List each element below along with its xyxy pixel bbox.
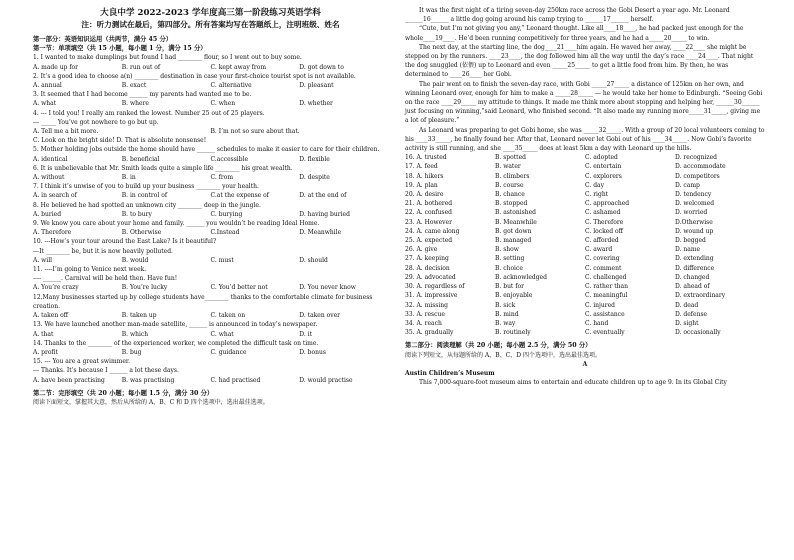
option-a: 17. A. feed: [405, 163, 438, 171]
option-a: A. in search of: [33, 192, 77, 200]
option-c: C. when: [210, 100, 236, 108]
option-a: A. identical: [33, 155, 68, 163]
option-c: C. covering: [585, 255, 620, 263]
option-d: D. sight: [675, 319, 699, 327]
option-b: B. way: [495, 319, 516, 327]
cloze-option-row: [405, 245, 765, 254]
option-c: C. meaningful: [585, 292, 628, 300]
question-8: [33, 201, 388, 219]
option-a: 25. A. expected: [405, 237, 453, 245]
option-a: 35. A. gradually: [405, 329, 454, 337]
option-c: C. adopted: [585, 154, 618, 162]
question-stem-2: ---- ______. Carnival will be held then. Have fun!: [33, 275, 178, 283]
question-options: [33, 173, 388, 182]
question-stem: 1. I wanted to make dumplings but found I had ________ flour, so I went out to buy some.: [33, 54, 302, 62]
option-d: D. Meanwhile: [299, 229, 342, 237]
question-stem: 5. Mother holding jobs outside the home should have ______ schedules to make it easier to care for their children.: [33, 146, 380, 154]
option-c: C. You’d better not: [210, 284, 268, 292]
right-column: [405, 6, 765, 387]
cloze-paragraph-5: As Leonard was preparing to get Gobi home, she was _____32_____. With a group of 20 local volunteers coming to his ____33_____, he finally found her. After that, Leonard never let Gobi out of his ____34_____. Now Gobi’s favorite activity is still running, and she ____35_____ does at least 5km a day with Leonard up the hills.: [405, 126, 765, 153]
option-b: B. show: [495, 246, 519, 254]
question-13: [33, 320, 388, 338]
question-stem: 6. It is unbelievable that Mr. Smith leads quite a simple life ________ his great wealth.: [33, 164, 293, 172]
question-11: [33, 265, 388, 293]
option-a: A. profit: [33, 348, 58, 356]
option-d: D. ahead of: [675, 283, 710, 291]
option-a: 21. A. bothered: [405, 200, 453, 208]
cloze-option-row: [405, 273, 765, 282]
option-a: 23. A. However: [405, 218, 452, 226]
option-b: B. managed: [495, 237, 532, 245]
option-c: C. eventually: [585, 329, 625, 337]
option-d: D. at the end of: [299, 192, 347, 200]
option-b: B. taken up: [121, 312, 157, 320]
cloze-option-row: [405, 236, 765, 245]
option-a: 19. A. plan: [405, 181, 438, 189]
question-options: [33, 81, 388, 90]
option-b: B. spotted: [495, 154, 526, 162]
option-d: D. defense: [675, 310, 708, 318]
passage-title: Austin Children’s Museum: [405, 369, 495, 377]
question-stem: 7. I think it’s unwise of you to build up your business ________ your health.: [33, 183, 259, 191]
option-a: A. have been practising: [33, 376, 105, 384]
option-d: D. begged: [675, 237, 706, 245]
option-b: B. You’re lucky: [121, 284, 168, 292]
option-c: C. explorers: [585, 172, 622, 180]
option-a: 29. A. advocated: [405, 273, 456, 281]
option-b: B. climbers: [495, 172, 530, 180]
option-a: 34. A. reach: [405, 319, 442, 327]
option-c: C. injured: [585, 301, 615, 309]
option-a: A. Therefore: [33, 229, 72, 237]
option-a: A. Tell me a bit more.: [33, 128, 99, 136]
question-options: [33, 228, 388, 237]
option-b: B. course: [495, 181, 524, 189]
exam-notice: 注：听力测试在最后，第四部分。所有答案均写在答题纸上，注明班级、姓名: [81, 20, 340, 29]
option-d: D. wound up: [675, 227, 714, 235]
option-b: B. would: [121, 256, 149, 264]
option-b: B. acknowledged: [495, 273, 547, 281]
option-d: D. occasionally: [675, 329, 721, 337]
option-b: B. exact: [121, 82, 147, 90]
option-c: C. rather than: [585, 283, 628, 291]
cloze-option-row: [405, 162, 765, 171]
question-stem: 15. --- You are a great swimmer.: [33, 358, 130, 366]
option-c: C. award: [585, 246, 613, 254]
question-options: [33, 63, 388, 72]
option-b: B. which: [121, 330, 149, 338]
question-options: [33, 330, 388, 339]
cloze-option-row: [405, 172, 765, 181]
option-a: A. made up for: [33, 63, 79, 71]
option-c: C. taken on: [210, 312, 246, 320]
passage-letter: A: [582, 360, 588, 368]
option-d: D. extraordinary: [675, 292, 726, 300]
question-14: [33, 339, 388, 357]
option-a: A. buried: [33, 210, 62, 218]
question-stem: 3. It seemed that I had become ______ my parents had wanted me to be.: [33, 91, 252, 99]
option-d: D. accommodate: [675, 163, 726, 171]
option-d: D. name: [675, 246, 701, 254]
option-d: D. tendency: [675, 191, 712, 199]
part2-instructions: 阅读下列短文，从每题所给的 A、B、C、D 四个选项中，选出最佳选项。: [405, 351, 601, 359]
cloze-option-row: [405, 181, 765, 190]
question-stem-2: ---It ________ be, but it is now heavily polluted.: [33, 247, 173, 255]
cloze-option-row: [405, 190, 765, 199]
option-a: 22. A. confused: [405, 209, 452, 217]
question-9: [33, 219, 388, 237]
question-stem: 13. We have launched another man-made satellite, ______ is announced in today’s newspaper.: [33, 321, 318, 329]
option-a: A. will: [33, 256, 53, 264]
question-1: [33, 53, 388, 71]
question-stem: 4. --- I told you! I really am ranked the lowest. Number 25 out of 25 players.: [33, 109, 265, 117]
option-d: D. extending: [675, 255, 714, 263]
option-c: C. kept away from: [210, 63, 267, 71]
option-a: A. annual: [33, 82, 62, 90]
option-d: D. welcomed: [675, 200, 715, 208]
option-b: B. in control of: [121, 192, 168, 200]
option-d: D. taken over: [299, 312, 341, 320]
cloze-option-row: [405, 328, 765, 337]
cloze-paragraph-2: “Cute, but I’m not giving you any,” Leonard thought. Like all____18____, he had packed just enough for the whole____19____. He’d been running competitively for three years, and he had a_____20_____ to win.: [405, 25, 744, 42]
question-options-2: C. Look on the bright side! D. That is absolute nonsense!: [33, 137, 207, 145]
option-c: C. guidance: [210, 348, 247, 356]
option-c: C. from: [210, 174, 234, 182]
question-stem: 8. He believed he had spotted an unknown city ________ deep in the jungle.: [33, 201, 261, 209]
option-d: D. changed: [675, 273, 710, 281]
option-a: 27. A. keeping: [405, 255, 449, 263]
option-d: D. competitors: [675, 172, 720, 180]
question-options: [33, 283, 388, 292]
question-options: [33, 376, 388, 385]
question-6: [33, 164, 388, 182]
option-c: C. must: [210, 256, 234, 264]
option-a: A. without: [33, 174, 65, 182]
question-12: [33, 293, 388, 321]
option-b: B. where: [121, 100, 149, 108]
question-options: [33, 256, 388, 265]
question-stem-2: --- _____ You’ve got nowhere to go but up.: [33, 118, 159, 126]
option-a: 18. A. hikers: [405, 172, 444, 180]
option-b: B. beneficial: [121, 155, 160, 163]
option-b: B. but for: [495, 283, 524, 291]
option-c: C. day: [585, 181, 604, 189]
question-options: [33, 311, 388, 320]
option-b: B. I’m not so sure about that.: [210, 128, 300, 136]
option-a: 16. A. trusted: [405, 154, 447, 162]
question-stem: 10. ---How’s your tour around the East Lake? Is it beautiful?: [33, 238, 217, 246]
option-a: 31. A. impressive: [405, 292, 458, 300]
section1-heading: 第一节：单项填空（共 15 小题，每小题 1 分，满分 15 分）: [33, 45, 207, 53]
option-d: D. difference: [675, 264, 715, 272]
option-d: D.Otherwise: [675, 218, 713, 226]
option-c: C. Therefore: [585, 218, 624, 226]
question-3: [33, 90, 388, 108]
question-4: [33, 109, 388, 146]
option-b: B. run out of: [121, 63, 161, 71]
cloze-paragraph-1: It was the first night of a tiring seven-day 250km race across the Gobi Desert a year ago. Mr. Leonard ______16______ a little dog going around his camp trying to ______17______ herself.: [405, 7, 730, 24]
part2-heading: 第二部分：阅读理解（共 20 小题；每小题 2.5 分，满分 50 分）: [405, 342, 592, 350]
left-column: [33, 6, 388, 407]
option-c: C. locked off: [585, 227, 623, 235]
question-stem: 11. ----I’m going to Venice next week.: [33, 266, 147, 274]
option-c: C. what: [210, 330, 234, 338]
option-d: D. dead: [675, 301, 699, 309]
option-b: B. got down: [495, 227, 532, 235]
cloze-option-row: [405, 310, 765, 319]
option-b: B. to bury: [121, 210, 152, 218]
question-15: [33, 357, 388, 385]
part1-heading: 第一部分：英语知识运用（共两节，满分 45 分）: [33, 36, 173, 43]
option-a: 33. A. rescue: [405, 310, 445, 318]
option-d: D. having buried: [299, 210, 350, 218]
option-b: B. bug: [121, 348, 142, 356]
option-d: D. recognized: [675, 154, 717, 162]
option-c: C. assistance: [585, 310, 625, 318]
option-d: D. whether: [299, 100, 333, 108]
option-c: C. afforded: [585, 237, 619, 245]
option-d: D. got down to: [299, 63, 344, 71]
question-options: [33, 99, 388, 108]
question-5: [33, 145, 388, 163]
option-c: C. challenged: [585, 273, 627, 281]
option-c: C. comment: [585, 264, 622, 272]
option-b: B. astonished: [495, 209, 537, 217]
option-a: A. that: [33, 330, 54, 338]
option-c: C. ashamed: [585, 209, 621, 217]
option-c: C. approached: [585, 200, 630, 208]
option-a: 28. A. decision: [405, 264, 450, 272]
cloze-option-row: [405, 282, 765, 291]
cloze-option-row: [405, 319, 765, 328]
option-a: 24. A. came along: [405, 227, 460, 235]
cloze-option-row: [405, 227, 765, 236]
option-b: B. Otherwise: [121, 229, 162, 237]
cloze-option-row: [405, 254, 765, 263]
question-10: [33, 237, 388, 265]
cloze-option-row: [405, 264, 765, 273]
option-c: C. entertain: [585, 163, 622, 171]
option-a: A. what: [33, 100, 57, 108]
option-c: C.Instead: [210, 229, 240, 237]
option-b: B. Meanwhile: [495, 218, 537, 226]
option-d: D. flexible: [299, 155, 330, 163]
cloze-paragraph-3: The next day, at the starting line, the dog____21____him again. He waved her away, ____22____ she might be stepped on by the runners. ____23____, the dog followed him all the way until the day’s race ____24____. That night the dog snuggled (依偎) up to Leonard and even _____25_____ to get a little food from him. By then, he was determined to ____26____ her Gobi.: [405, 43, 754, 79]
question-stem-2: --- Thanks. It’s because I ______ a lot these days.: [33, 367, 179, 375]
question-options: [33, 155, 388, 164]
question-stem: 14. Thanks to the ________ of the experienced worker, we completed the difficult task on time.: [33, 339, 319, 347]
cloze-option-row: [405, 199, 765, 208]
option-d: D. should: [299, 256, 328, 264]
option-d: D. worried: [675, 209, 708, 217]
question-stem: 2. It’s a good idea to choose a(n) ________ destination in case your first-choice tourist spot is not available.: [33, 72, 356, 80]
question-options: [33, 191, 388, 200]
passage-first-line: This 7,000-square-foot museum aims to entertain and educate children up to age 9. In its Global City: [419, 379, 727, 387]
option-b: B. setting: [495, 255, 525, 263]
question-options: [33, 348, 388, 357]
cloze-option-row: [405, 301, 765, 310]
option-d: D. it: [299, 330, 312, 338]
section2-heading: 第二节：完形填空（共 20 小题；每小题 1.5 分，满分 30 分）: [33, 389, 214, 397]
question-7: [33, 182, 388, 200]
question-options: [33, 210, 388, 219]
cloze-option-row: [405, 291, 765, 300]
option-b: B. water: [495, 163, 521, 171]
cloze-paragraph-4: The pair went on to finish the seven-day race, with Gobi _____27_____ a distance of 125km on her own, and winning Leonard over, enough for him to make a _____28_____ — he would take her home to Edinburgh. “Seeing Gobi on the race ____29_____ my attitude to things. It made me think more about stopping and helping her, ______30______ just focusing on winning,”said Leonard, who finished second. “It also made my running more_____31_____, giving me a lot of pleasure.”: [405, 80, 763, 125]
option-b: B. in: [121, 174, 136, 182]
option-c: C. had practised: [210, 376, 261, 384]
question-options: [33, 127, 388, 136]
option-c: C. burying: [210, 210, 243, 218]
option-a: 30. A. regardless of: [405, 283, 465, 291]
option-d: D. camp: [675, 181, 700, 189]
cloze-options-list: [405, 153, 765, 337]
option-c: C. hand: [585, 319, 609, 327]
cloze-option-row: [405, 153, 765, 162]
option-b: B. routinely: [495, 329, 531, 337]
cloze-option-row: [405, 208, 765, 217]
question-stem: 12.Many businesses started up by college students have________ thanks to the comfortable climate for business creation.: [33, 293, 373, 310]
option-d: D. pleasant: [299, 82, 334, 90]
option-a: 26. A. give: [405, 246, 438, 254]
question-2: [33, 72, 388, 90]
option-b: B. chance: [495, 191, 525, 199]
option-b: B. stopped: [495, 200, 528, 208]
option-b: B. choice: [495, 264, 523, 272]
page-title: 大良中学 2022-2023 学年度高三第一阶段练习英语学科: [100, 8, 321, 18]
option-b: B. sick: [495, 301, 516, 309]
option-d: D. despite: [299, 174, 330, 182]
option-a: 20. A. desire: [405, 191, 444, 199]
option-d: D. You never know: [299, 284, 356, 292]
option-a: A. You’re crazy: [33, 284, 79, 292]
option-b: B. was practising: [121, 376, 175, 384]
option-d: D. would practise: [299, 376, 353, 384]
option-d: D. bonus: [299, 348, 326, 356]
cloze-option-row: [405, 218, 765, 227]
option-c: C. alternative: [210, 82, 252, 90]
option-a: A. taken off: [33, 312, 68, 320]
option-b: B. enjoyable: [495, 292, 533, 300]
option-a: 32. A. missing: [405, 301, 448, 309]
option-b: B. mind: [495, 310, 519, 318]
option-c: C.accessible: [210, 155, 249, 163]
option-c: C. right: [585, 191, 609, 199]
section2-instructions: 阅读下面短文，掌握其大意，然后从所给的 A、B、C 和 D 四个选项中，选出最佳选项。: [33, 398, 269, 406]
question-stem: 9. We know you care about your home and family. ______ you wouldn’t be reading Ideal Home.: [33, 220, 320, 228]
option-c: C.at the expense of: [210, 192, 269, 200]
